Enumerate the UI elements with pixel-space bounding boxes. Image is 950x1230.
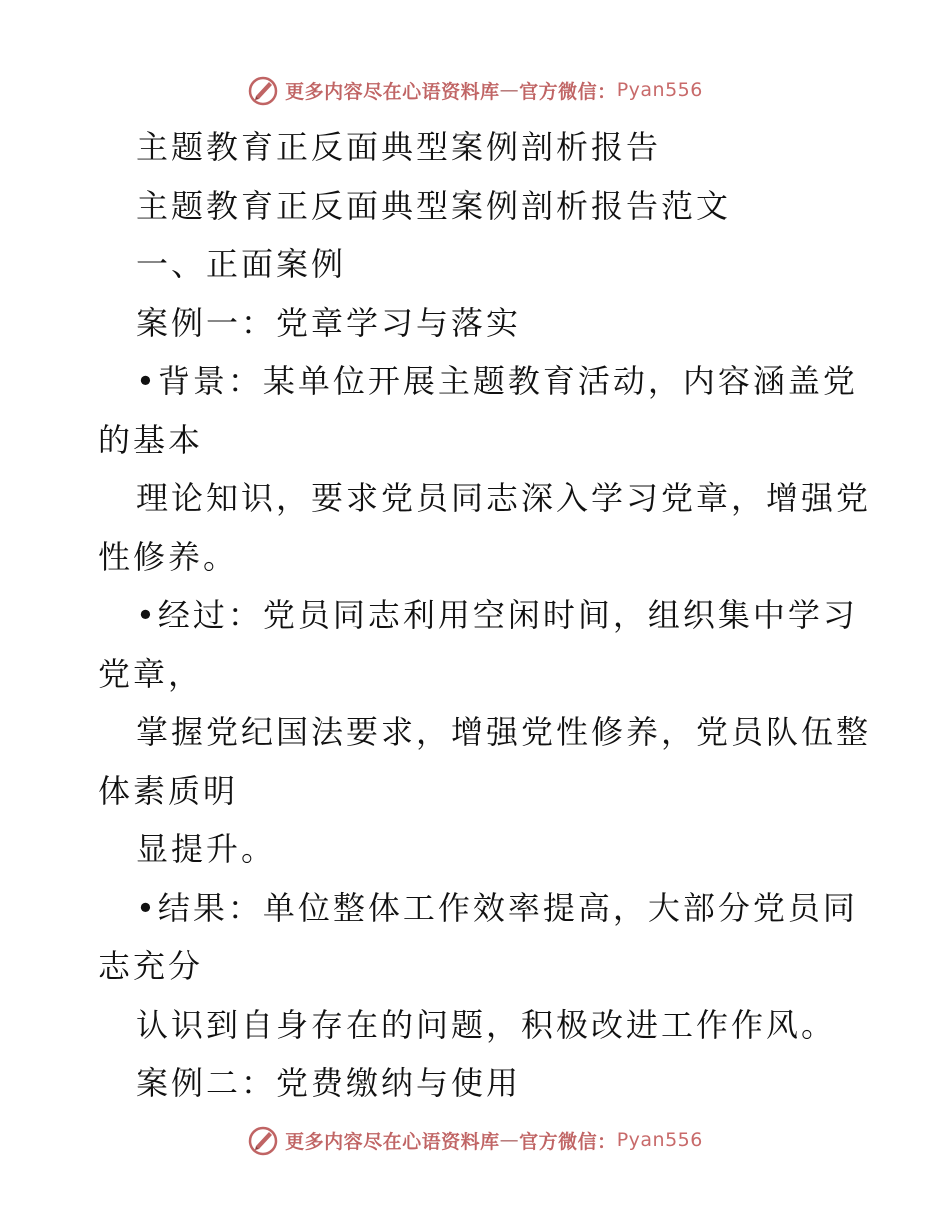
paragraph-line: 党章，	[98, 654, 204, 693]
paragraph-line: 性修养。	[98, 537, 239, 576]
section-heading: 一、正面案例	[136, 245, 347, 283]
footer-watermark	[0, 1120, 950, 1160]
watermark-account: Pyan556	[616, 1129, 703, 1151]
doc-title: 主题教育正反面典型案例剖析报告	[136, 128, 662, 166]
paragraph-line: 认识到自身存在的问题，积极改进工作作风。	[136, 1005, 837, 1044]
paragraph-line: 掌握党纪国法要求，增强党性修养，党员队伍整	[136, 713, 872, 751]
paragraph-line: 志充分	[98, 947, 204, 985]
watermark-separator: —	[499, 1129, 520, 1151]
watermark-text: 更多内容尽在心语资料库	[285, 80, 500, 103]
watermark-text: 更多内容尽在心语资料库	[285, 1130, 500, 1153]
header-watermark	[0, 70, 950, 110]
doc-subtitle: 主题教育正反面典型案例剖析报告范文	[136, 186, 732, 225]
document-body	[98, 118, 872, 1113]
paragraph-line: •经过：党员同志利用空闲时间，组织集中学习	[136, 596, 858, 634]
watermark-account: Pyan556	[616, 79, 703, 101]
pen-logo-icon	[247, 1124, 279, 1156]
watermark-official: 官方微信：	[519, 80, 617, 103]
paragraph-line: 的基本	[98, 420, 204, 459]
pen-logo-icon	[247, 74, 279, 106]
watermark-official: 官方微信：	[519, 1130, 617, 1153]
paragraph-line: 显提升。	[136, 830, 277, 868]
paragraph-line: •背景：某单位开展主题教育活动，内容涵盖党	[136, 362, 858, 400]
case-heading: 案例一：党章学习与落实	[136, 303, 522, 342]
paragraph-line: 体素质明	[98, 771, 239, 810]
paragraph-line: 理论知识，要求党员同志深入学习党章，增强党	[136, 479, 872, 517]
paragraph-line: •结果：单位整体工作效率提高，大部分党员同	[136, 888, 858, 927]
case-heading: 案例二：党费缴纳与使用	[136, 1064, 522, 1102]
watermark-separator: —	[499, 79, 520, 101]
